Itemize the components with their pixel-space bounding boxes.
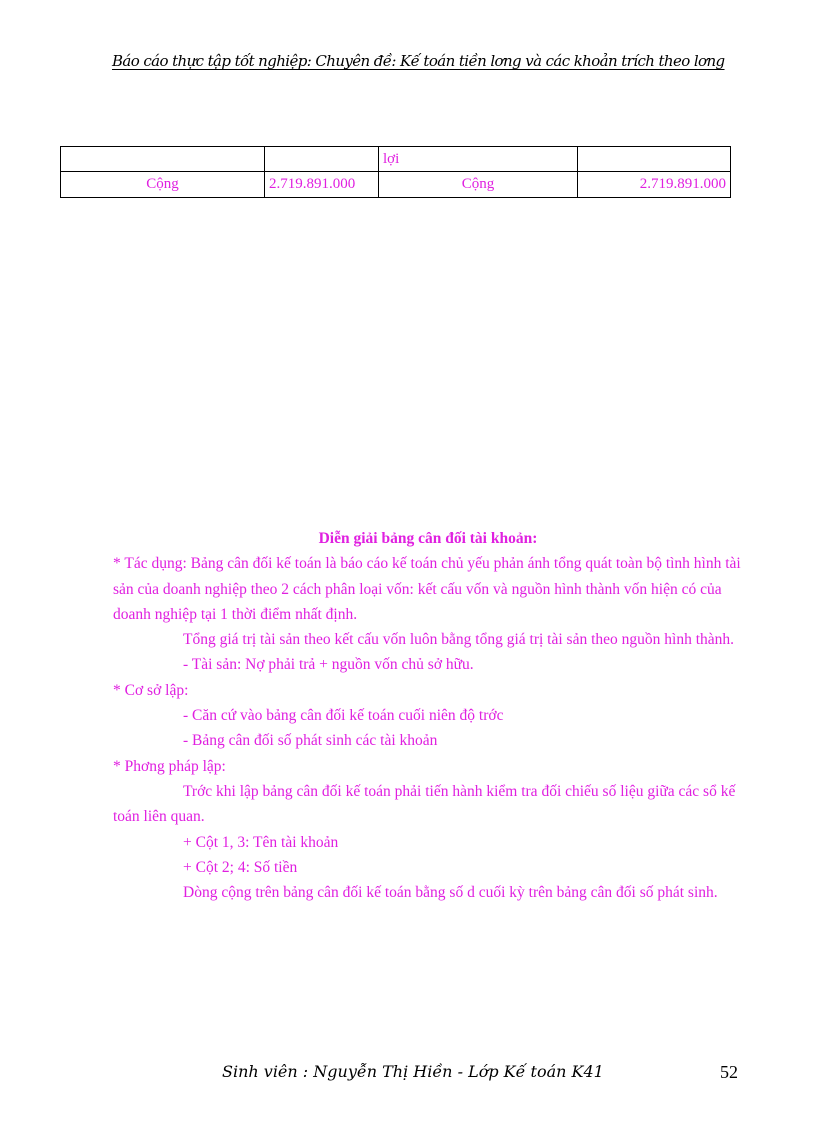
page-number: 52 [720,1062,738,1082]
paragraph-purpose: * Tác dụng: Bảng cân đối kế toán là báo cáo kế toán chủ yếu phản ánh tổng quát toàn bộ tình hình tài sản của doanh nghiệp theo 2 cách phân loại vốn: kết cấu vốn và nguồn hình thành vốn hiện có của doanh nghiệp tại 1 thời điểm nhất định. [113,555,741,623]
table-row [61,147,731,172]
total-label-sources: Cộng [379,172,578,198]
table-cell: lợi [379,147,578,172]
page-header: Báo cáo thực tập tốt nghiệp: Chuyên đề: Kế toán tiền lơng và các khoản trích theo lơng [112,52,725,70]
paragraph-basis-2: - Bảng cân đối số phát sinh các tài khoản [183,732,438,750]
table-cell [265,147,379,172]
table-cell [61,147,265,172]
paragraph-method-heading: * Phơng pháp lập: [113,757,226,775]
paragraph-method-3: + Cột 2; 4: Số tiền [183,858,298,876]
paragraph-basis-1: - Căn cứ vào bảng cân đối kế toán cuối niên độ trớc [183,707,504,725]
paragraph-method-2: + Cột 1, 3: Tên tài khoản [183,833,339,851]
paragraph-method-1: Trớc khi lập bảng cân đối kế toán phải tiến hành kiểm tra đối chiếu số liệu giữa các sổ kế toán liên quan. [113,782,736,826]
paragraph-assets: - Tài sản: Nợ phải trả + nguồn vốn chủ sở hữu. [183,656,474,674]
total-value-assets: 2.719.891.000 [265,172,379,198]
table-cell [578,147,731,172]
section-title: Diễn giải bảng cân đối tài khoản: [318,530,538,547]
body-text [113,526,743,905]
page-footer: Sinh viên : Nguyễn Thị Hiền - Lớp Kế toán K41 [222,1062,604,1081]
paragraph-basis-heading: * Cơ sở lập: [113,681,189,699]
total-label-assets: Cộng [61,172,265,198]
paragraph-method-4: Dòng cộng trên bảng cân đối kế toán bằng số d cuối kỳ trên bảng cân đối số phát sinh. [183,884,718,902]
paragraph-total-value: Tổng giá trị tài sản theo kết cấu vốn luôn bằng tổng giá trị tài sản theo nguồn hình thành. [183,631,734,649]
total-value-sources: 2.719.891.000 [578,172,731,198]
balance-summary-table [60,146,731,198]
table-row-total [61,172,731,198]
